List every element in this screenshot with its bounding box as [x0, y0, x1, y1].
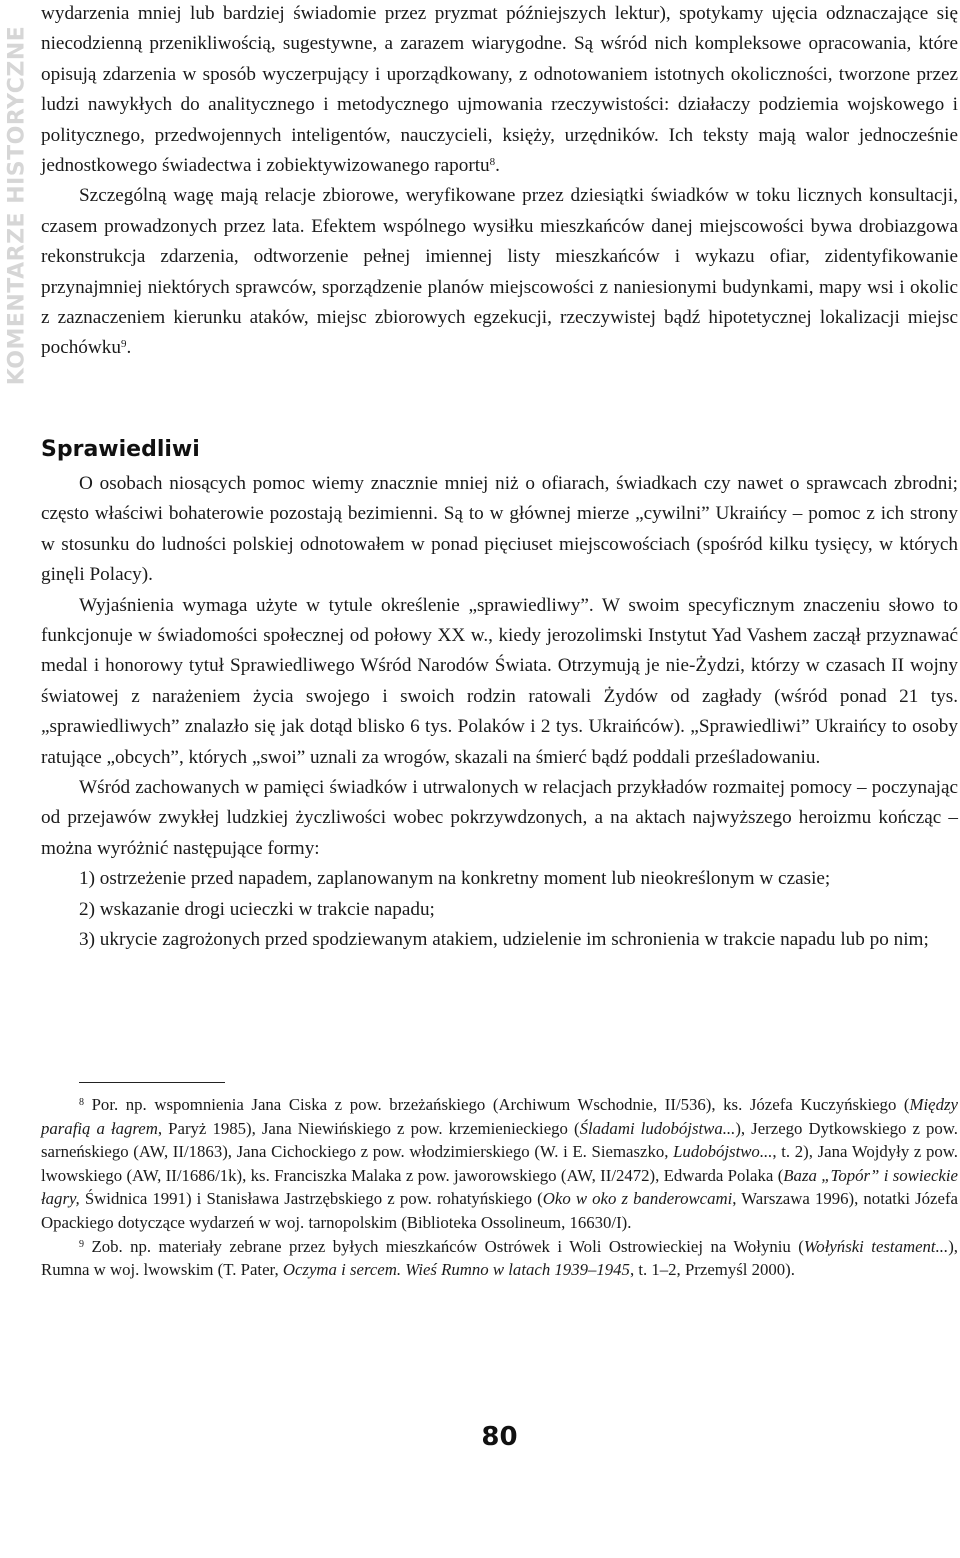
footnote-9-number: 9	[79, 1238, 84, 1250]
continued-paragraph: wydarzenia mniej lub bardziej świadomie przez pryzmat późniejszych lektur), spotykamy ujęcia odznaczające się niecodzienną przenikliwością, sugestywne, a zarazem wiarygodne. Są wśród nich kompleksowe opracowania, które opisują zdarzenia w sposób wyczerpujący i uporządkowany, z odnotowaniem istotnych okoliczności, tworzone przez ludzi nawykłych do analitycznego i metodycznego ujmowania rzeczywistości: działaczy podziemia wojskowego i politycznego, przedwojennych inteligentów, nauczycieli, księży, urzędników. Ich teksty mają walor jednocześnie jednostkowego świadectwa i zobiektywizowanego raportu$^8$.	[41, 3, 958, 177]
footnote-9	[41, 1235, 958, 1282]
section-heading: Sprawiedliwi	[41, 437, 200, 462]
footnote-9-title: Wołyński testament...	[803, 1236, 949, 1256]
side-label-text: KOMENTARZE HISTORYCZNE	[4, 25, 30, 385]
footnote-9-text: , t. 1–2, Przemyśl 2000).	[629, 1260, 795, 1280]
footnote-8-title: Ludobójstwo...	[673, 1142, 773, 1162]
list-item-1: 1) ostrzeżenie przed napadem, zaplanowanym na konkretny moment lub nieokreślonym w czasie;	[79, 868, 831, 890]
footnote-9-text: Zob. np. materiały zebrane przez byłych mieszkańców Ostrówek i Woli Ostrowieckiej na Wołyniu (	[91, 1236, 804, 1256]
footnote-8-title: Oko w oko z banderowcami	[542, 1189, 733, 1209]
list-item-2: 2) wskazanie drogi ucieczki w trakcie napadu;	[79, 898, 435, 920]
footnote-ref-8[interactable]: 8	[489, 156, 496, 169]
footnote-8	[41, 1093, 958, 1235]
footnote-8-title: Śladami ludobójstwa...	[579, 1118, 736, 1138]
footnote-ref-9[interactable]: 9	[120, 338, 127, 351]
footnote-8-text: , Paryż 1985), Jana Niewińskiego z pow. krzemienieckiego (	[157, 1118, 580, 1138]
footnote-9-text: ), Rumna w woj. lwowskim (T. Pater,	[41, 1236, 958, 1280]
footnote-8-text: , t. 2), Jana Wojdyły z pow. lwowskiego (AW, II/1686/1k), ks. Franciszka Malaka z pow. jaworowskiego (AW, II/2472), Edwarda Polaka (	[41, 1142, 958, 1185]
section-body	[41, 469, 958, 956]
footnote-8-text: Świdnica 1991) i Stanisława Jastrzębskiego z pow. rohatyńskiego (	[79, 1189, 543, 1209]
list-item-3: 3) ukrycie zagrożonych przed spodziewanym atakiem, udzielenie im schronienia w trakcie napadu lub po nim;	[79, 929, 929, 951]
footnote-8-number: 8	[79, 1097, 84, 1108]
footnote-8-text: , Warszawa 1996), notatki Józefa Opackiego dotyczące wydarzeń w woj. tarnopolskim (Biblioteka Ossolineum, 16630/I).	[41, 1189, 958, 1232]
continued-paragraph-text: wydarzenia mniej lub bardziej świadomie przez pryzmat późniejszych lektur), spotykamy ujęcia odznaczające się niecodzienną przenikliwością, sugestywne, a zarazem wiarygodne. Są wśród nich kompleksowe opracowania, które opisują zdarzenia w sposób wyczerpujący i uporządkowany, z odnotowaniem istotnych okoliczności, tworzone przez ludzi nawykłych do analitycznego i metodycznego ujmowania rzeczywistości: działaczy podziemia wojskowego i politycznego, przedwojennych inteligentów, nauczycieli, księży, urzędników. Ich teksty mają walor jednocześnie jednostkowego świadectwa i zobiektywizowanego raportu	[41, 3, 958, 177]
paragraph-collective-accounts-text: Szczególną wagę mają relacje zbiorowe, weryfikowane przez dziesiątki świadków w toku licznych konsultacji, czasem prowadzonych przez lata. Efektem wspólnego wysiłku mieszkańców danej miejscowości bywa drobiazgowa rekonstrukcja zdarzenia, odtworzenie pełnej imiennej listy mieszkańców i wykazu ofiar, zidentyfikowanie przynajmniej niektórych sprawców, sporządzenie planów miejscowości z naniesionymi budynkami, mapy wsi i okolic z zaznaczeniem kierunku ataków, miejsc zbiorowych egzekucji, rzeczywistej bądź hipotetycznej lokalizacji miejsc pochówku	[41, 185, 958, 359]
footnote-8-title: Baza „Topór” i sowieckie łagry,	[41, 1165, 958, 1209]
footnote-divider	[79, 1082, 225, 1083]
paragraph-collective-accounts: Szczególną wagę mają relacje zbiorowe, weryfikowane przez dziesiątki świadków w toku licznych konsultacji, czasem prowadzonych przez lata. Efektem wspólnego wysiłku mieszkańców danej miejscowości bywa drobiazgowa rekonstrukcja zdarzenia, odtworzenie pełnej imiennej listy mieszkańców i wykazu ofiar, zidentyfikowanie przynajmniej niektórych sprawców, sporządzenie planów miejscowości z naniesionymi budynkami, mapy wsi i okolic z zaznaczeniem kierunku ataków, miejsc zbiorowych egzekucji, rzeczywistej bądź hipotetycznej lokalizacji miejsc pochówku$^9$.	[41, 185, 958, 359]
top-text-block	[41, 0, 958, 364]
footnote-8-text: ), Jerzego Dytkowskiego z pow. sarneńskiego (AW, II/1863), Jana Cichockiego z pow. włodzimierskiego (W. i E. Siemaszko,	[41, 1118, 958, 1162]
section-paragraph-2: Wyjaśnienia wymaga użyte w tytule określenie „sprawiedliwy”. W swoim specyficznym znaczeniu słowo to funkcjonuje w świadomości społecznej od połowy XX w., kiedy jerozolimski Instytut Yad Vashem zaczął przyznawać medal i honorowy tytuł Sprawiedliwego Wśród Narodów Świata. Otrzymują je nie-Żydzi, którzy w czasach II wojny światowej z narażeniem życia swojego i swoich rodzin ratowali Żydów od zagłady (wśród ponad 21 tys. „sprawiedliwych” znalazło się jak dotąd blisko 6 tys. Polaków i 2 tys. Ukraińców). „Sprawiedliwi” Ukraińcy to osoby ratujące „obcych”, których „swoi” uznali za wrogów, skazali na śmierć bądź poddali prześladowaniu.	[41, 594, 958, 768]
footnote-8-text: Por. np. wspomnienia Jana Ciska z pow. brzeżańskiego (Archiwum Wschodnie, II/536), ks. Józefa Kuczyńskiego (	[91, 1095, 910, 1114]
footnote-8-title: Między parafią a łagrem	[41, 1095, 958, 1138]
section-paragraph-1: O osobach niosących pomoc wiemy znacznie mniej niż o ofiarach, świadkach czy nawet o sprawcach zbrodni; często właściwi bohaterowie pozostają bezimienni. Są to w głównej mierze „cywilni” Ukraińcy – pomoc z ich strony w stosunku do ludności polskiej odnotowałem w ponad pięciuset miejscowościach (spośród kilku tysięcy, w których ginęli Polacy).	[41, 473, 958, 586]
page-number: 80	[481, 1422, 518, 1452]
section-side-label	[2, 0, 32, 410]
footnote-9-title: Oczyma i sercem. Wieś Rumno w latach 1939–1945	[282, 1260, 630, 1280]
footnotes	[41, 1093, 958, 1282]
section-paragraph-3: Wśród zachowanych w pamięci świadków i utrwalonych w relacjach przykładów rozmaitej pomocy – poczynając od przejawów zwykłej ludzkiej życzliwości wobec pokrzywdzonych, a na aktach najwyższego heroizmu kończąc – można wyróżnić następujące formy:	[41, 777, 958, 859]
